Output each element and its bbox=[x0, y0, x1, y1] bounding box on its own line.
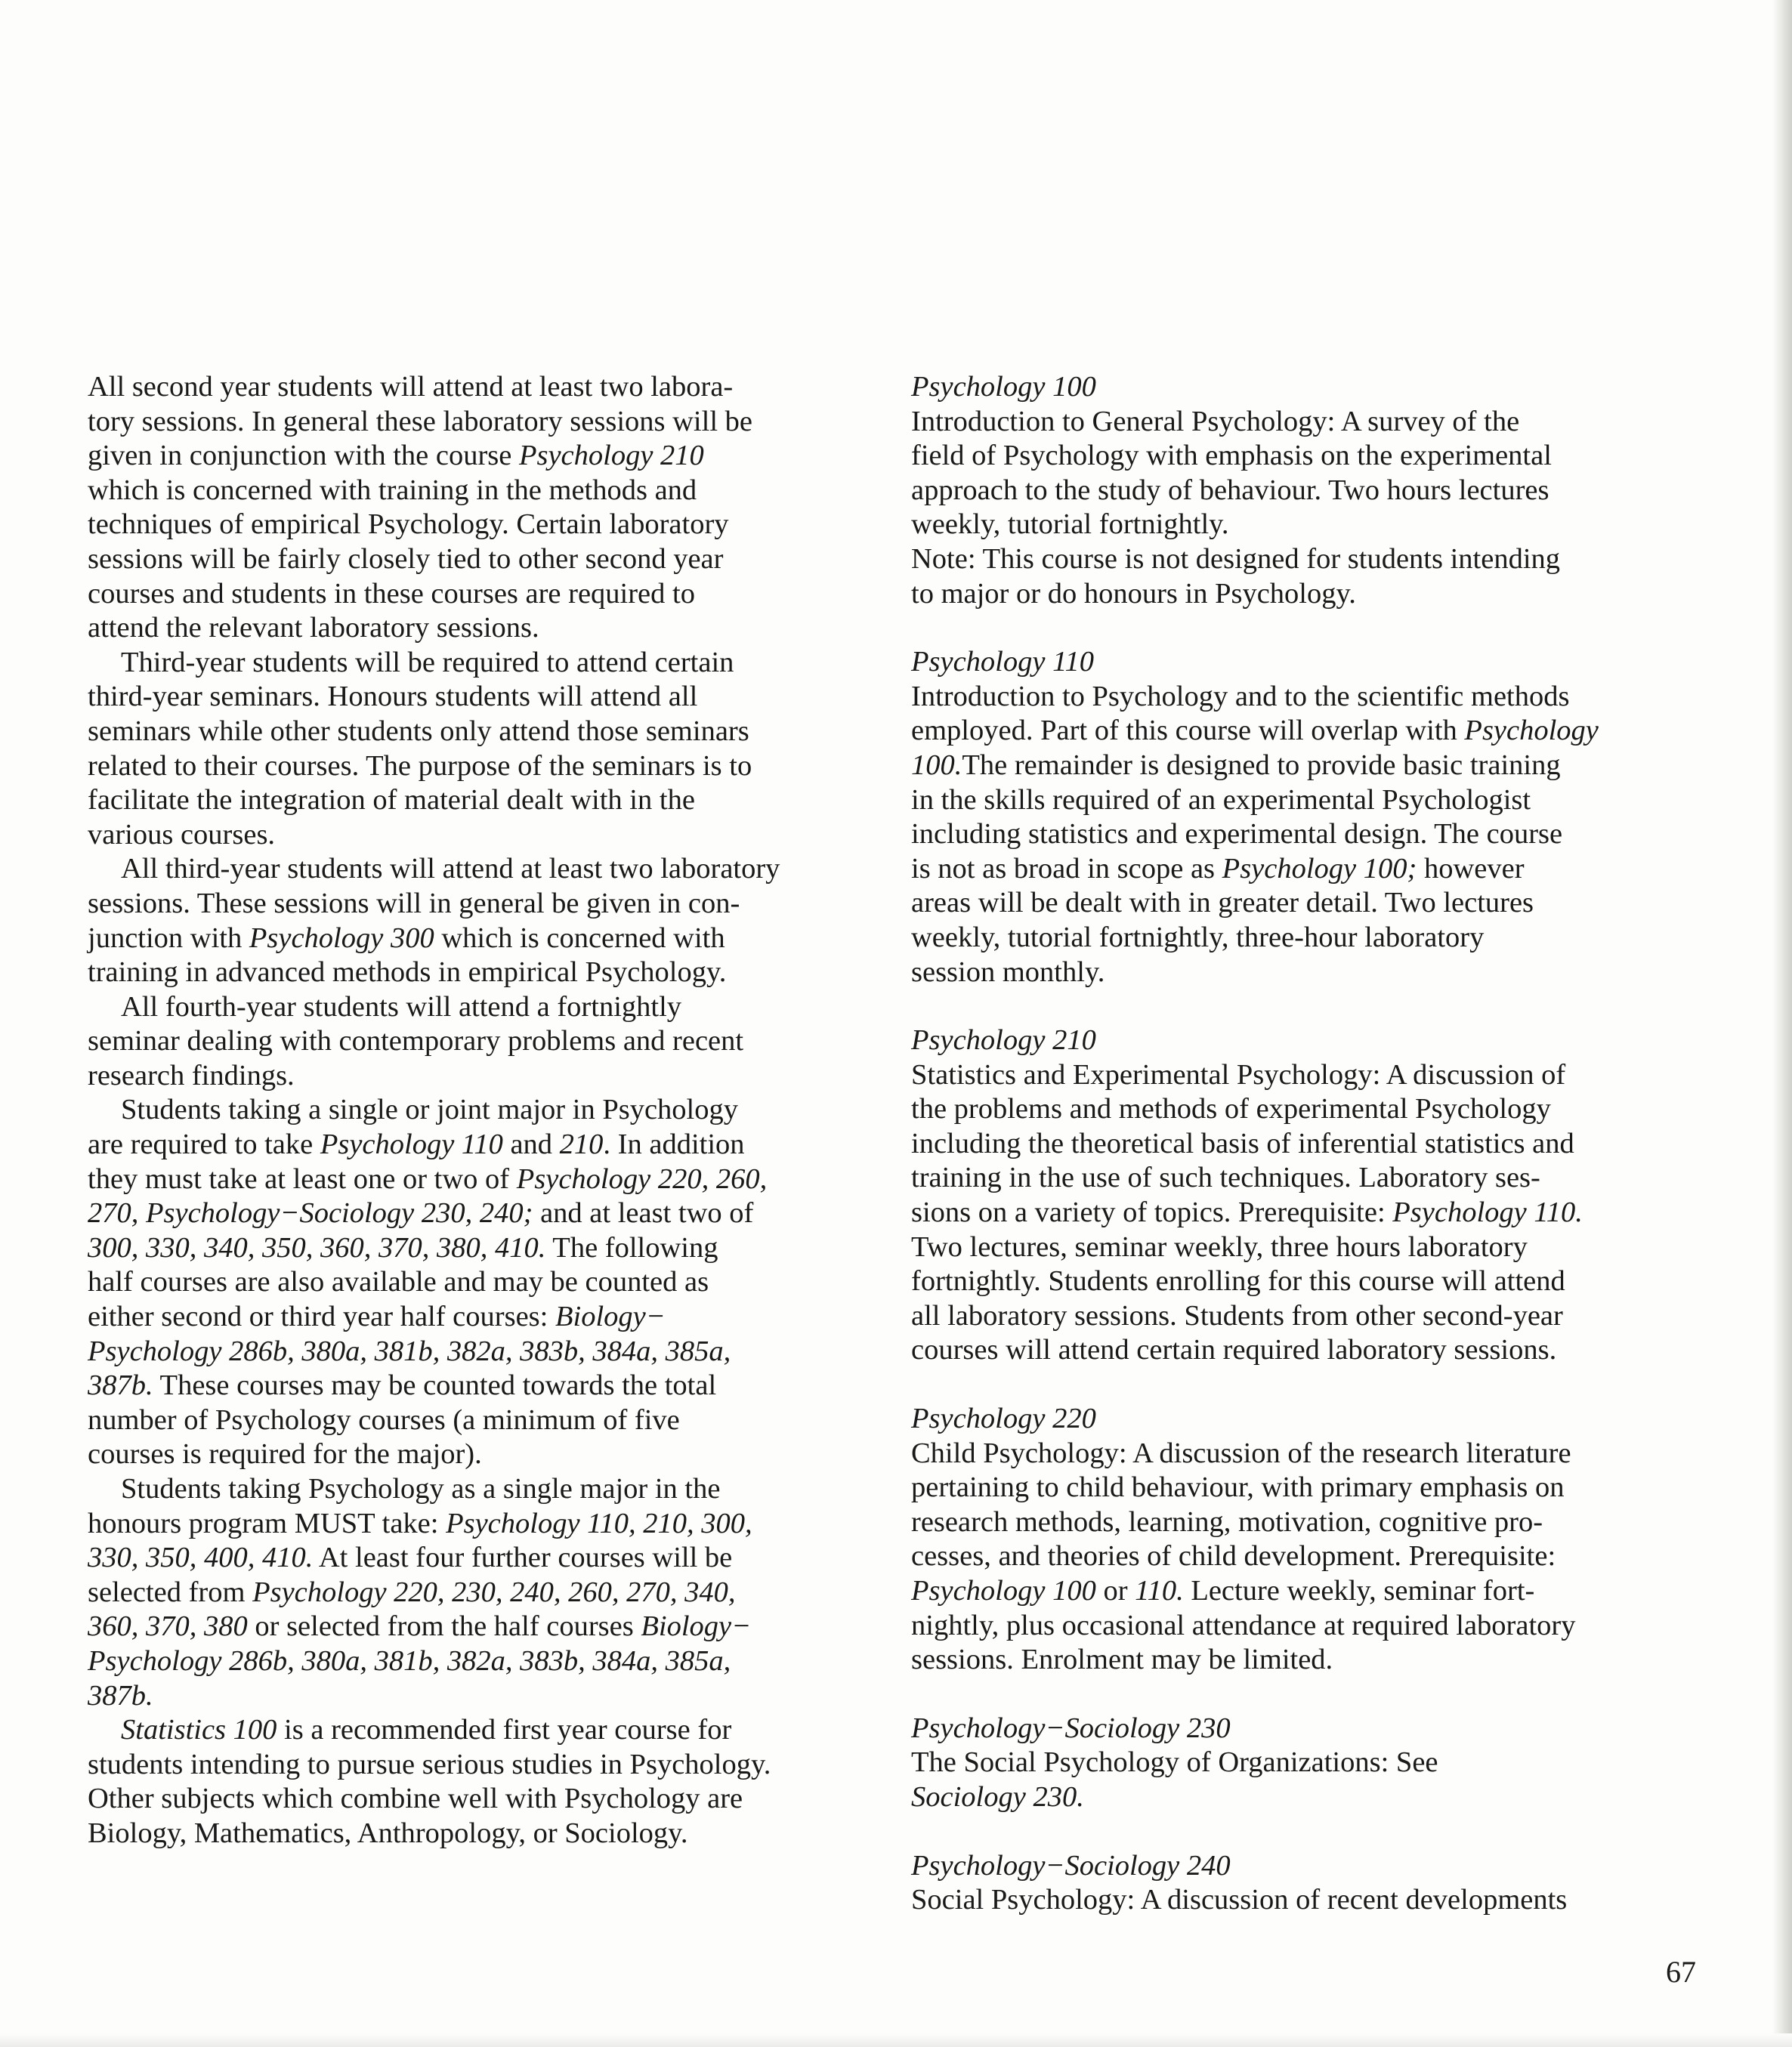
course-entry-psychology-sociology-230 bbox=[911, 1712, 1704, 1815]
text-line: training in advanced methods in empirical Psychology. bbox=[88, 956, 727, 989]
text-segment: which is concerned with bbox=[434, 922, 725, 954]
text-line: facilitate the integration of material dealt with in the bbox=[88, 784, 695, 817]
course-reference: Psychology 220, 260, bbox=[516, 1162, 768, 1195]
text-line: nightly, plus occasional attendance at required laboratory bbox=[911, 1609, 1576, 1641]
course-reference: Psychology 210 bbox=[518, 440, 704, 472]
text-line bbox=[88, 1644, 881, 1679]
text-line bbox=[88, 922, 881, 956]
text-line bbox=[88, 1162, 881, 1197]
text-line: research findings. bbox=[88, 1059, 295, 1091]
left-column bbox=[88, 370, 881, 1851]
text-line bbox=[88, 1128, 881, 1162]
course-reference: 387b. bbox=[88, 1369, 153, 1402]
course-title: Psychology−Sociology 230 bbox=[911, 1712, 1231, 1744]
text-line: areas will be dealt with in greater detail. Two lectures bbox=[911, 887, 1534, 919]
course-entry-psychology-220 bbox=[911, 1402, 1704, 1678]
text-line: session monthly. bbox=[911, 956, 1105, 988]
paragraph-fourth-year-seminar bbox=[88, 990, 881, 1094]
text-line: Students taking Psychology as a single major in the bbox=[121, 1473, 721, 1505]
text-line: half courses are also available and may be counted as bbox=[88, 1266, 709, 1298]
text-line: The Social Psychology of Organizations: See bbox=[911, 1746, 1438, 1779]
text-line: courses and students in these courses are required to bbox=[88, 577, 695, 610]
text-segment: they must take at least one or two of bbox=[88, 1162, 517, 1195]
text-line: Students taking a single or joint major in Psychology bbox=[121, 1094, 738, 1126]
page-number: 67 bbox=[1666, 1955, 1696, 1989]
text-line: seminar dealing with contemporary problems and recent bbox=[88, 1025, 744, 1057]
text-segment: Lecture weekly, seminar fort- bbox=[1183, 1575, 1535, 1607]
text-segment: either second or third year half courses: bbox=[88, 1301, 555, 1333]
paragraph-honours-program bbox=[88, 1472, 881, 1713]
course-reference: 270, Psychology−Sociology 230, 240; bbox=[88, 1197, 533, 1230]
text-line: Social Psychology: A discussion of recent developments bbox=[911, 1884, 1568, 1916]
text-line: weekly, tutorial fortnightly. bbox=[911, 508, 1229, 541]
course-reference: Psychology 286b, 380a, 381b, 382a, 383b, 384a, 385a, bbox=[88, 1644, 731, 1677]
text-segment: employed. Part of this course will overlap with bbox=[911, 715, 1465, 747]
course-reference: Psychology 286b, 380a, 381b, 382a, 383b, 384a, 385a, bbox=[88, 1335, 731, 1367]
text-segment: and at least two of bbox=[533, 1197, 754, 1230]
course-reference: Statistics 100 bbox=[121, 1714, 277, 1746]
text-line bbox=[911, 1780, 1704, 1815]
text-segment: . In addition bbox=[603, 1128, 745, 1161]
text-segment: given in conjunction with the course bbox=[88, 440, 519, 472]
text-segment: These courses may be counted towards the total bbox=[153, 1369, 717, 1402]
text-line: research methods, learning, motivation, cognitive pro- bbox=[911, 1505, 1543, 1538]
course-entry-psychology-210 bbox=[911, 1024, 1704, 1368]
text-line: cesses, and theories of child development. Prerequisite: bbox=[911, 1540, 1556, 1573]
text-segment: or selected from the half courses bbox=[247, 1610, 641, 1643]
text-line: approach to the study of behaviour. Two hours lectures bbox=[911, 474, 1549, 506]
text-line: training in the use of such techniques. Laboratory ses- bbox=[911, 1162, 1540, 1194]
text-line: Introduction to Psychology and to the scientific methods bbox=[911, 680, 1570, 712]
text-segment: The remainder is designed to provide basic training bbox=[962, 749, 1561, 781]
text-line: Third-year students will be required to attend certain bbox=[121, 646, 734, 678]
text-line: sessions. These sessions will in general be given in con- bbox=[88, 887, 740, 919]
text-line: weekly, tutorial fortnightly, three-hour laboratory bbox=[911, 921, 1485, 953]
course-title: Psychology−Sociology 240 bbox=[911, 1849, 1231, 1882]
text-line: techniques of empirical Psychology. Certain laboratory bbox=[88, 508, 729, 541]
text-line bbox=[88, 439, 881, 474]
text-line: Biology, Mathematics, Anthropology, or Sociology. bbox=[88, 1817, 688, 1849]
text-line: number of Psychology courses (a minimum of five bbox=[88, 1403, 680, 1436]
text-line bbox=[911, 749, 1704, 783]
text-line bbox=[88, 1507, 881, 1542]
text-line: third-year seminars. Honours students will attend all bbox=[88, 681, 698, 713]
course-reference: Sociology 230. bbox=[911, 1780, 1084, 1813]
course-reference: 100. bbox=[911, 749, 962, 781]
paragraph-laboratory-second-year bbox=[88, 370, 881, 646]
course-reference: 360, 370, 380 bbox=[88, 1610, 248, 1643]
text-line: sessions will be fairly closely tied to other second year bbox=[88, 542, 724, 575]
text-line: courses is required for the major). bbox=[88, 1438, 482, 1471]
text-line: All third-year students will attend at least two laboratory bbox=[121, 853, 780, 885]
course-title: Psychology 220 bbox=[911, 1403, 1096, 1435]
text-line bbox=[88, 1300, 881, 1335]
text-line bbox=[88, 1541, 881, 1576]
text-line: fortnightly. Students enrolling for this course will attend bbox=[911, 1265, 1565, 1298]
course-reference: 110. bbox=[1135, 1575, 1184, 1607]
course-reference: Biology− bbox=[641, 1610, 752, 1643]
text-segment: junction with bbox=[88, 922, 249, 954]
text-line: Child Psychology: A discussion of the research literature bbox=[911, 1437, 1571, 1469]
text-line bbox=[88, 1369, 881, 1403]
text-line bbox=[88, 1713, 881, 1748]
text-line bbox=[911, 1196, 1704, 1230]
text-line: Other subjects which combine well with Psychology are bbox=[88, 1783, 743, 1815]
course-reference: 300, 330, 340, 350, 360, 370, 380, 410. bbox=[88, 1231, 546, 1264]
course-entry-psychology-100 bbox=[911, 370, 1704, 611]
text-line: all laboratory sessions. Students from other second-year bbox=[911, 1299, 1563, 1332]
text-line: seminars while other students only attend those seminars bbox=[88, 715, 749, 747]
text-line: attend the relevant laboratory sessions. bbox=[88, 612, 539, 644]
course-reference: 210 bbox=[559, 1128, 604, 1161]
text-segment: sions on a variety of topics. Prerequisite: bbox=[911, 1196, 1393, 1229]
text-segment: honours program MUST take: bbox=[88, 1507, 446, 1539]
paragraph-third-year-laboratory bbox=[88, 852, 881, 990]
text-line: field of Psychology with emphasis on the experimental bbox=[911, 440, 1552, 472]
text-line: in the skills required of an experimental Psychologist bbox=[911, 783, 1531, 816]
text-line bbox=[911, 714, 1704, 749]
course-title: Psychology 100 bbox=[911, 371, 1096, 403]
course-reference: Psychology 220, 230, 240, 260, 270, 340, bbox=[252, 1576, 736, 1608]
text-line: which is concerned with training in the methods and bbox=[88, 474, 697, 506]
text-line bbox=[911, 1574, 1704, 1609]
course-reference: Biology− bbox=[555, 1301, 666, 1333]
text-line bbox=[88, 1335, 881, 1369]
text-line bbox=[88, 1231, 881, 1266]
text-line: courses will attend certain required laboratory sessions. bbox=[911, 1334, 1557, 1366]
text-line: pertaining to child behaviour, with primary emphasis on bbox=[911, 1471, 1565, 1504]
right-column bbox=[911, 370, 1704, 1952]
text-line bbox=[88, 1610, 881, 1644]
course-reference: Psychology 110, 210, 300, bbox=[446, 1507, 752, 1539]
text-line: Two lectures, seminar weekly, three hours laboratory bbox=[911, 1230, 1528, 1263]
course-reference: Psychology 110 bbox=[320, 1128, 503, 1161]
course-title: Psychology 210 bbox=[911, 1024, 1096, 1057]
text-line: including statistics and experimental design. The course bbox=[911, 818, 1563, 851]
course-reference: Psychology 100 bbox=[911, 1575, 1096, 1607]
text-line: Statistics and Experimental Psychology: A discussion of bbox=[911, 1058, 1566, 1091]
text-line: sessions. Enrolment may be limited. bbox=[911, 1644, 1333, 1676]
text-line: tory sessions. In general these laboratory sessions will be bbox=[88, 405, 752, 437]
text-line: including the theoretical basis of inferential statistics and bbox=[911, 1127, 1574, 1159]
text-line bbox=[88, 1576, 881, 1610]
page-bottom-shadow bbox=[0, 2033, 1792, 2047]
course-entry-psychology-110 bbox=[911, 645, 1704, 990]
course-entry-psychology-sociology-240 bbox=[911, 1849, 1704, 1918]
text-segment: selected from bbox=[88, 1576, 253, 1608]
course-reference: 330, 350, 400, 410. bbox=[88, 1542, 314, 1574]
text-segment: is not as broad in scope as bbox=[911, 852, 1222, 885]
text-line: the problems and methods of experimental Psychology bbox=[911, 1093, 1551, 1125]
text-segment: are required to take bbox=[88, 1128, 320, 1161]
course-reference: Psychology 300 bbox=[249, 922, 434, 954]
page-edge-shadow bbox=[1772, 0, 1792, 2047]
paragraph-major-requirements bbox=[88, 1093, 881, 1472]
text-segment: however bbox=[1417, 852, 1525, 885]
text-line bbox=[88, 1679, 881, 1714]
text-line: related to their courses. The purpose of the seminars is to bbox=[88, 749, 752, 782]
text-segment: The following bbox=[545, 1231, 718, 1264]
text-segment: At least four further courses will be bbox=[313, 1542, 733, 1574]
text-segment: and bbox=[502, 1128, 560, 1161]
paragraph-statistics-recommendation bbox=[88, 1713, 881, 1851]
course-reference: 387b. bbox=[88, 1679, 153, 1712]
text-line: Note: This course is not designed for students intending bbox=[911, 542, 1561, 575]
text-line: All fourth-year students will attend a fortnightly bbox=[121, 990, 682, 1023]
text-line: various courses. bbox=[88, 818, 276, 851]
course-title: Psychology 110 bbox=[911, 646, 1094, 678]
text-line: students intending to pursue serious studies in Psychology. bbox=[88, 1748, 771, 1780]
text-segment: is a recommended first year course for bbox=[277, 1714, 732, 1746]
text-line: All second year students will attend at least two labora- bbox=[88, 371, 734, 403]
text-line: Introduction to General Psychology: A survey of the bbox=[911, 405, 1520, 437]
text-segment: or bbox=[1095, 1575, 1135, 1607]
paragraph-third-year-seminars bbox=[88, 646, 881, 853]
text-line bbox=[88, 1196, 881, 1231]
course-reference: Psychology 100; bbox=[1222, 852, 1417, 885]
course-reference: Psychology 110. bbox=[1392, 1196, 1583, 1229]
course-reference: Psychology bbox=[1464, 715, 1599, 747]
text-line bbox=[911, 852, 1704, 887]
text-line: to major or do honours in Psychology. bbox=[911, 577, 1356, 610]
